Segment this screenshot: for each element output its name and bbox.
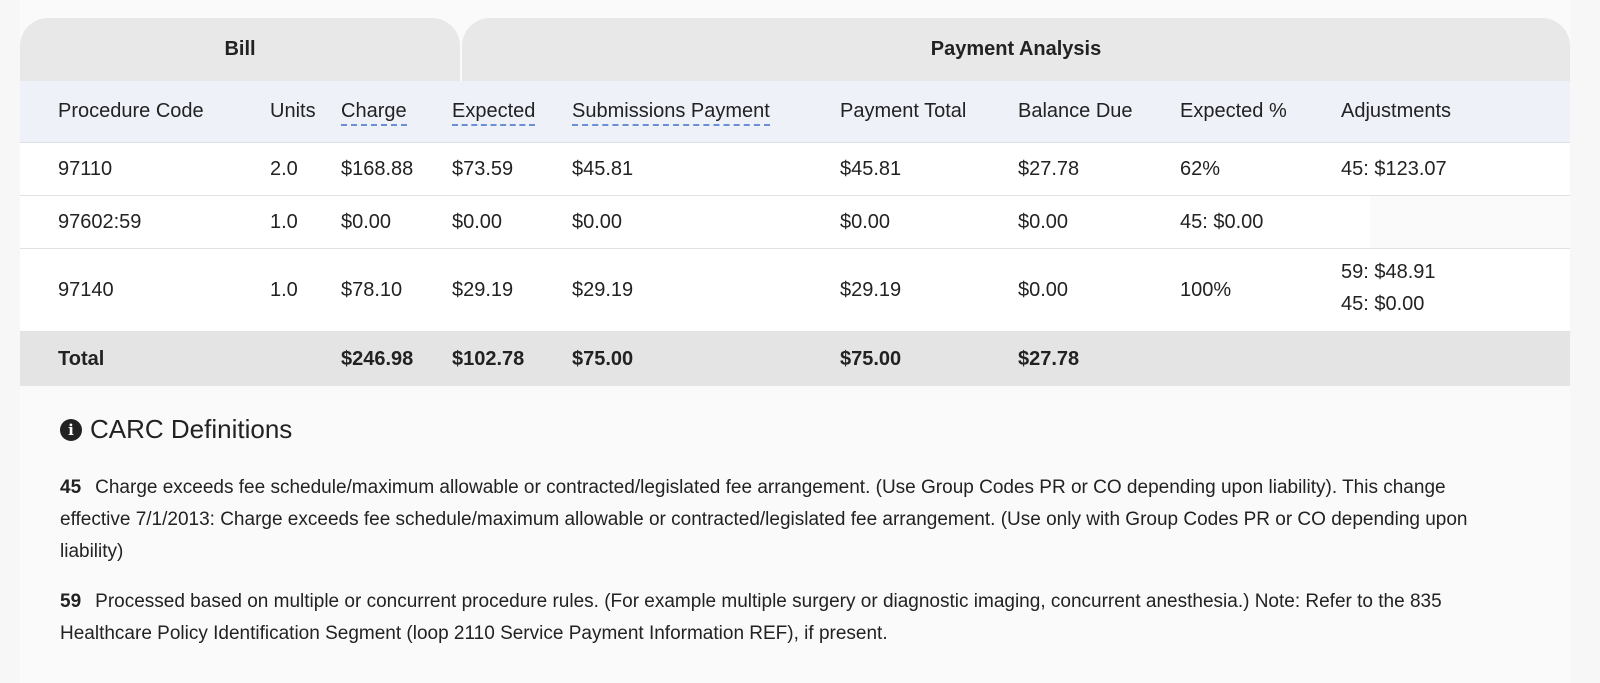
cell-procedure-code: 97110 — [58, 158, 113, 180]
cell-procedure-code: 97602:59 — [58, 211, 142, 233]
carc-code: 59 — [60, 591, 82, 612]
carc-text: Processed based on multiple or concurrent procedure rules. (For example multiple surgery or diagnostic imaging, concurrent anesthesia.) Note: Refer to the 835 Healthcare Policy Identification Segment (loop 2110 Service Payment Information REF), if present. — [60, 591, 1442, 644]
carc-definition — [60, 586, 1510, 650]
cell-balance-due: $27.78 — [1018, 158, 1080, 180]
cell-balance-due: $0.00 — [1018, 279, 1069, 301]
column-header-payment-total: Payment Total — [840, 100, 967, 122]
column-header-charge[interactable]: Charge — [341, 100, 407, 126]
cell-payment-total: $45.81 — [840, 158, 902, 180]
cell-procedure-code: 97140 — [58, 279, 114, 301]
carc-definitions-title: CARC Definitions — [90, 414, 293, 444]
total-payment-total: $75.00 — [840, 348, 902, 370]
cell-balance-due: $0.00 — [1018, 211, 1069, 233]
group-header-bill-label: Bill — [224, 38, 256, 60]
cell-submissions-payment: $0.00 — [572, 211, 623, 233]
cell-adjustment: 45: $0.00 — [1341, 293, 1425, 315]
cell-expected-pct: 100% — [1180, 279, 1232, 301]
table-header-row — [20, 81, 1570, 143]
cell-units: 1.0 — [270, 279, 298, 301]
cell-adjustment: 59: $48.91 — [1341, 261, 1436, 283]
carc-definition — [60, 472, 1510, 568]
group-header-payment-analysis — [462, 18, 1570, 81]
column-header-expected-pct: Expected % — [1180, 100, 1287, 122]
cell-submissions-payment: $45.81 — [572, 158, 634, 180]
cell-charge: $78.10 — [341, 279, 403, 301]
cell-units: 2.0 — [270, 158, 298, 180]
total-submissions-payment: $75.00 — [572, 348, 634, 370]
cell-units: 1.0 — [270, 211, 298, 233]
column-header-expected[interactable]: Expected — [452, 100, 535, 126]
column-header-procedure-code: Procedure Code — [58, 100, 204, 122]
cell-expected-pct: 62% — [1180, 158, 1221, 180]
cell-charge: $0.00 — [341, 211, 392, 233]
total-charge: $246.98 — [341, 348, 414, 370]
cell-adjustments-empty — [1370, 196, 1570, 248]
total-expected: $102.78 — [452, 348, 525, 370]
column-header-balance-due: Balance Due — [1018, 100, 1133, 122]
cell-expected: $73.59 — [452, 158, 514, 180]
cell-expected: $29.19 — [452, 279, 514, 301]
column-header-adjustments: Adjustments — [1341, 100, 1452, 122]
column-header-units: Units — [270, 100, 316, 122]
table-row — [20, 249, 1570, 332]
total-label: Total — [58, 348, 105, 370]
cell-submissions-payment: $29.19 — [572, 279, 634, 301]
carc-text: Charge exceeds fee schedule/maximum allowable or contracted/legislated fee arrangement. (Use Group Codes PR or CO depending upon liability). This change effective 7/1/2013: Charge exceeds fee schedule/maximum allowable or contracted/legislated fee arrangement. (Use only with Group Codes PR or CO depending upon liability) — [60, 477, 1468, 562]
cell-expected: $0.00 — [452, 211, 503, 233]
carc-code: 45 — [60, 477, 82, 498]
cell-payment-total: $0.00 — [840, 211, 891, 233]
table-row — [20, 143, 1570, 196]
cell-charge: $168.88 — [341, 158, 414, 180]
cell-payment-total: $29.19 — [840, 279, 902, 301]
carc-definitions-heading — [60, 414, 292, 445]
payment-analysis-panel — [20, 0, 1570, 683]
column-header-submissions-payment[interactable]: Submissions Payment — [572, 100, 770, 126]
group-header-bill — [20, 18, 460, 81]
group-header-payment-analysis-label: Payment Analysis — [930, 38, 1102, 60]
cell-adjustment: 45: $123.07 — [1341, 158, 1447, 180]
total-balance-due: $27.78 — [1018, 348, 1080, 370]
cell-expected-pct: 45: $0.00 — [1180, 211, 1264, 233]
table-total-row — [20, 332, 1570, 386]
info-circle-icon: i — [60, 419, 82, 441]
table-row — [20, 196, 1570, 249]
